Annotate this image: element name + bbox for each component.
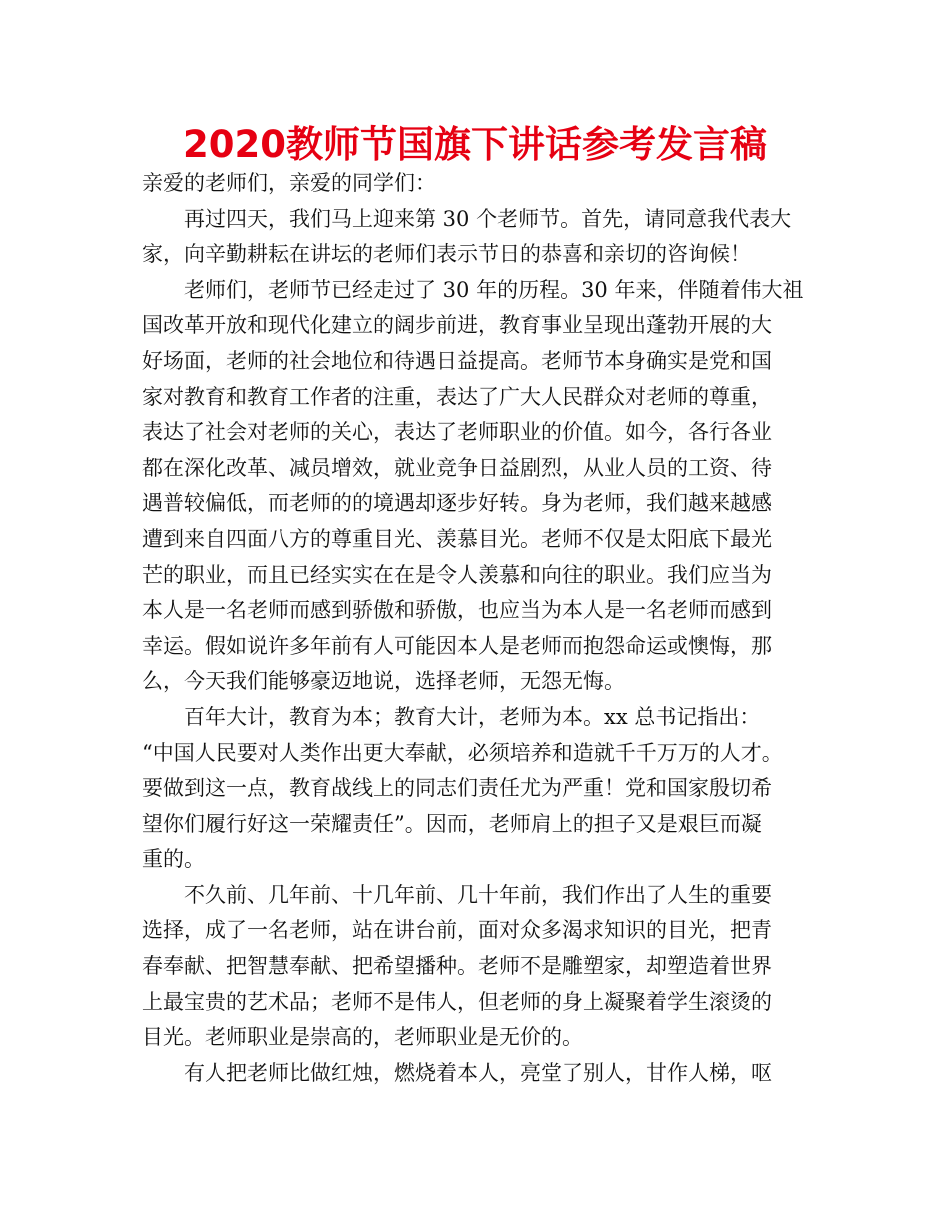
text-line: 幸运。假如说许多年前有人可能因本人是老师而抱怨命运或懊悔，那 (142, 633, 772, 658)
text-line: 国改革开放和现代化建立的阔步前进，教育事业呈现出蓬勃开展的大 (142, 313, 772, 338)
text-line: 家，向辛勤耕耘在讲坛的老师们表示节日的恭喜和亲切的咨询候！ (142, 242, 751, 267)
text-line: 芒的职业，而且已经实实在在是令人羡慕和向往的职业。我们应当为 (142, 562, 772, 587)
text-line: “中国人民要对人类作出更大奉献，必须培养和造就千千万万的人才。 (142, 740, 783, 765)
text-line: 家对教育和教育工作者的注重，表达了广大人民群众对老师的尊重， (142, 384, 772, 409)
text-line: 重的。 (142, 847, 205, 872)
text-line: 望你们履行好这一荣耀责任”。因而，老师肩上的担子又是艰巨而凝 (142, 811, 762, 836)
text-line: 本人是一名老师而感到骄傲和骄傲，也应当为本人是一名老师而感到 (142, 598, 772, 623)
text-line: 好场面，老师的社会地位和待遇日益提高。老师节本身确实是党和国 (142, 348, 772, 373)
text-line: 都在深化改革、减员增效，就业竞争日益剧烈，从业人员的工资、待 (142, 455, 772, 480)
text-line: 春奉献、把智慧奉献、把希望播种。老师不是雕塑家，却塑造着世界 (142, 954, 772, 979)
text-line: 亲爱的老师们，亲爱的同学们： (142, 171, 436, 195)
text-line: 表达了社会对老师的关心，表达了老师职业的价值。如今，各行各业 (142, 420, 772, 445)
text-line: 有人把老师比做红烛，燃烧着本人，亮堂了别人，甘作人梯，呕 (184, 1060, 772, 1085)
text-line: 遭到来自四面八方的尊重目光、羡慕目光。老师不仅是太阳底下最光 (142, 526, 772, 551)
text-line: 老师们，老师节已经走过了 30 年的历程。30 年来，伴随着伟大祖 (184, 277, 804, 302)
text-line: 再过四天，我们马上迎来第 30 个老师节。首先，请同意我代表大 (184, 206, 792, 231)
text-line: 选择，成了一名老师，站在讲台前，面对众多渴求知识的目光，把青 (142, 918, 772, 943)
text-line: 不久前、几年前、十几年前、几十年前，我们作出了人生的重要 (184, 882, 772, 907)
document-title: 2020教师节国旗下讲话参考发言稿 (183, 123, 767, 166)
document-body (142, 166, 814, 1091)
text-line: 么，今天我们能够豪迈地说，选择老师，无怨无悔。 (142, 669, 625, 694)
text-line: 目光。老师职业是崇高的，老师职业是无价的。 (142, 1025, 583, 1050)
text-line: 遇普较偏低，而老师的的境遇却逐步好转。身为老师，我们越来越感 (142, 491, 772, 516)
text-line: 上最宝贵的艺术品；老师不是伟人，但老师的身上凝聚着学生滚烫的 (142, 989, 772, 1014)
text-line: 百年大计，教育为本；教育大计，老师为本。xx 总书记指出： (184, 704, 761, 729)
text-line: 要做到这一点，教育战线上的同志们责任尤为严重！党和国家殷切希 (142, 776, 772, 801)
